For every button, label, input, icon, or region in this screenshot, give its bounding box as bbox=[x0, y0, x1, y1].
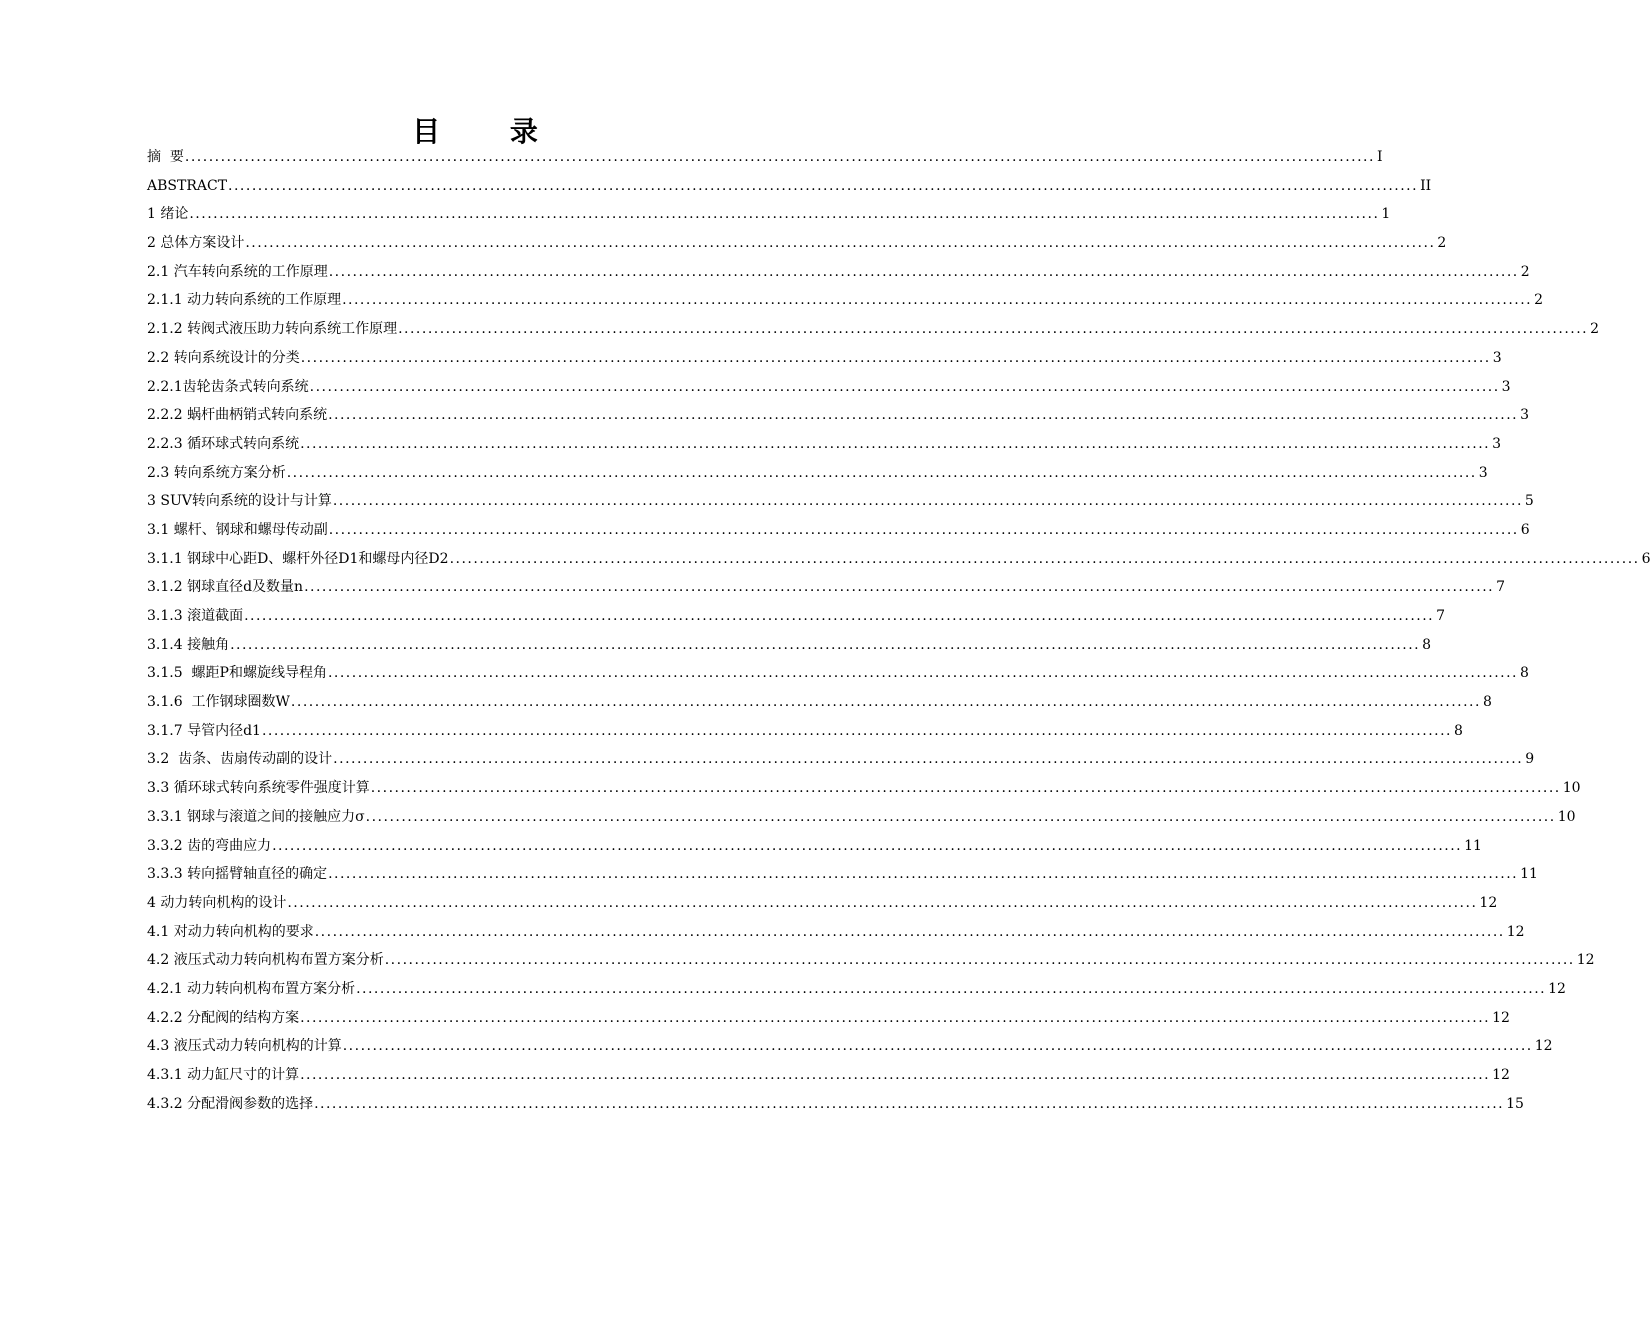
toc-entry[interactable] bbox=[147, 946, 1595, 975]
toc-entry[interactable] bbox=[147, 459, 1488, 488]
toc-entry-text: 3.2 齿条、齿扇传动副的设计 bbox=[147, 751, 333, 768]
toc-page-number: 15 bbox=[1506, 1095, 1524, 1112]
toc-page-number: 2 bbox=[1520, 263, 1530, 280]
toc-page-number: 12 bbox=[1534, 1038, 1553, 1055]
toc-page-number: 12 bbox=[1479, 894, 1498, 911]
toc-dot-leader: ........................................................................................................................................................................................................ bbox=[287, 894, 1478, 911]
toc-dot-leader: ........................................................................................................................................................................................................ bbox=[272, 837, 1463, 854]
toc-entry-text: 3 SUV转向系统的设计与计算 bbox=[147, 493, 332, 510]
toc-dot-leader: ........................................................................................................................................................................................................ bbox=[189, 206, 1380, 223]
toc-entry[interactable] bbox=[147, 860, 1538, 889]
toc-dot-leader: ........................................................................................................................................................................................................ bbox=[449, 550, 1640, 567]
toc-dot-leader: ........................................................................................................................................................................................................ bbox=[261, 722, 1452, 739]
toc-entry-text: 3.1.2 钢球直径d及数量n bbox=[147, 579, 304, 596]
table-of-contents bbox=[147, 143, 1651, 1118]
toc-page-number: 3 bbox=[1492, 435, 1502, 452]
toc-page-number: 1 bbox=[1381, 206, 1391, 223]
toc-dot-leader: ........................................................................................................................................................................................................ bbox=[244, 608, 1435, 624]
toc-entry-text: 2 总体方案设计 bbox=[147, 235, 245, 252]
toc-dot-leader: ........................................................................................................................................................................................................ bbox=[314, 1095, 1505, 1112]
toc-page-number: 3 bbox=[1520, 407, 1530, 424]
toc-dot-leader: ........................................................................................................................................................................................................ bbox=[245, 235, 1436, 252]
toc-page-number: 5 bbox=[1524, 493, 1534, 510]
toc-entry-text: 4.2 液压式动力转向机构布置方案分析 bbox=[147, 952, 384, 969]
toc-entry[interactable] bbox=[147, 659, 1529, 688]
toc-entry-text: 3.1 螺杆、钢球和螺母传动副 bbox=[147, 521, 328, 538]
toc-page-number: 3 bbox=[1492, 349, 1502, 366]
toc-page-number: 2 bbox=[1590, 321, 1600, 338]
toc-dot-leader: ........................................................................................................................................................................................................ bbox=[356, 980, 1547, 997]
toc-entry-text: 3.1.4 接触角 bbox=[147, 636, 230, 653]
toc-entry[interactable] bbox=[147, 373, 1511, 402]
toc-entry-text: 3.1.5 螺距P和螺旋线导程角 bbox=[147, 665, 327, 682]
toc-entry[interactable] bbox=[147, 717, 1463, 746]
toc-entry-text: 3.3.1 钢球与滚道之间的接触应力σ bbox=[147, 808, 365, 825]
toc-dot-leader: ........................................................................................................................................................................................................ bbox=[230, 636, 1421, 653]
toc-page-number: 8 bbox=[1422, 636, 1432, 653]
toc-page-number: 12 bbox=[1506, 923, 1525, 940]
toc-dot-leader: ........................................................................................................................................................................................................ bbox=[328, 866, 1519, 883]
toc-entry[interactable] bbox=[147, 143, 1383, 172]
toc-page-number: 10 bbox=[1562, 780, 1581, 797]
toc-entry[interactable] bbox=[147, 401, 1530, 430]
toc-page-number: 12 bbox=[1548, 980, 1566, 997]
toc-dot-leader: ........................................................................................................................................................................................................ bbox=[327, 665, 1518, 682]
toc-entry-text: 4.3.2 分配滑阀参数的选择 bbox=[147, 1095, 314, 1112]
toc-dot-leader: ........................................................................................................................................................................................................ bbox=[342, 1038, 1533, 1055]
toc-entry-text: 4.3.1 动力缸尺寸的计算 bbox=[147, 1067, 300, 1083]
page-title: 目 录 bbox=[412, 115, 568, 148]
toc-entry[interactable] bbox=[147, 200, 1391, 229]
toc-page-number: 9 bbox=[1525, 751, 1535, 768]
toc-entry[interactable] bbox=[147, 1090, 1524, 1119]
toc-entry[interactable] bbox=[147, 516, 1530, 545]
toc-page-number: 11 bbox=[1520, 866, 1538, 883]
toc-dot-leader: ........................................................................................................................................................................................................ bbox=[328, 521, 1519, 538]
toc-entry-text: 3.1.6 工作钢球圈数W bbox=[147, 694, 290, 711]
toc-page-number: 12 bbox=[1576, 952, 1595, 969]
toc-page-number: 8 bbox=[1454, 722, 1463, 739]
toc-entry-text: 2.1.1 动力转向系统的工作原理 bbox=[147, 292, 342, 309]
toc-entry-text: 2.2.2 蜗杆曲柄销式转向系统 bbox=[147, 407, 328, 424]
toc-entry[interactable] bbox=[147, 1061, 1510, 1090]
toc-dot-leader: ........................................................................................................................................................................................................ bbox=[398, 321, 1589, 338]
toc-entry-text: 2.1 汽车转向系统的工作原理 bbox=[147, 263, 328, 280]
toc-entry[interactable] bbox=[147, 975, 1566, 1004]
toc-dot-leader: ........................................................................................................................................................................................................ bbox=[309, 378, 1500, 395]
toc-dot-leader: ........................................................................................................................................................................................................ bbox=[304, 579, 1495, 596]
toc-entry[interactable] bbox=[147, 918, 1525, 947]
toc-page-number: 10 bbox=[1557, 808, 1576, 825]
toc-page-number: II bbox=[1420, 177, 1432, 194]
toc-entry-text: 1 绪论 bbox=[147, 206, 189, 223]
toc-entry[interactable] bbox=[147, 774, 1581, 803]
toc-page-number: 6 bbox=[1641, 550, 1651, 567]
toc-entry-text: ABSTRACT bbox=[147, 177, 228, 194]
toc-page-number: 6 bbox=[1520, 521, 1530, 538]
toc-entry[interactable] bbox=[147, 315, 1600, 344]
toc-dot-leader: ........................................................................................................................................................................................................ bbox=[370, 780, 1561, 797]
toc-dot-leader: ........................................................................................................................................................................................................ bbox=[328, 407, 1519, 424]
toc-entry[interactable] bbox=[147, 258, 1530, 287]
toc-entry[interactable] bbox=[147, 286, 1544, 315]
toc-entry[interactable] bbox=[147, 573, 1506, 602]
toc-dot-leader: ........................................................................................................................................................................................................ bbox=[300, 435, 1491, 452]
toc-dot-leader: ........................................................................................................................................................................................................ bbox=[300, 349, 1491, 366]
toc-entry[interactable] bbox=[147, 803, 1576, 832]
toc-entry-text: 摘 要 bbox=[147, 149, 184, 165]
toc-entry-text: 2.3 转向系统方案分析 bbox=[147, 464, 286, 481]
toc-dot-leader: ........................................................................................................................................................................................................ bbox=[300, 1067, 1491, 1083]
toc-page-number: 7 bbox=[1436, 608, 1446, 624]
toc-page-number: 2 bbox=[1534, 292, 1544, 309]
toc-page-number: 12 bbox=[1492, 1009, 1510, 1026]
toc-entry-text: 3.1.3 滚道截面 bbox=[147, 608, 244, 624]
toc-page-number: I bbox=[1376, 149, 1383, 165]
toc-page-number: 2 bbox=[1437, 235, 1447, 252]
toc-dot-leader: ........................................................................................................................................................................................................ bbox=[332, 493, 1523, 510]
toc-entry[interactable] bbox=[147, 344, 1502, 373]
toc-dot-leader: ........................................................................................................................................................................................................ bbox=[184, 149, 1375, 165]
toc-page-number: 8 bbox=[1520, 665, 1529, 682]
toc-page-number: 7 bbox=[1496, 579, 1506, 596]
toc-dot-leader: ........................................................................................................................................................................................................ bbox=[384, 952, 1575, 969]
toc-page-number: 3 bbox=[1478, 464, 1488, 481]
toc-entry[interactable] bbox=[147, 430, 1502, 459]
toc-entry-text: 4.2.2 分配阀的结构方案 bbox=[147, 1009, 300, 1026]
toc-dot-leader: ........................................................................................................................................................................................................ bbox=[300, 1009, 1491, 1026]
toc-dot-leader: ........................................................................................................................................................................................................ bbox=[228, 177, 1419, 194]
toc-entry[interactable] bbox=[147, 545, 1651, 574]
toc-entry[interactable] bbox=[147, 889, 1498, 918]
toc-entry[interactable] bbox=[147, 832, 1482, 861]
toc-entry-text: 2.2.3 循环球式转向系统 bbox=[147, 435, 300, 452]
toc-entry[interactable] bbox=[147, 229, 1447, 258]
toc-entry-text: 4.3 液压式动力转向机构的计算 bbox=[147, 1038, 342, 1055]
toc-entry[interactable] bbox=[147, 602, 1446, 631]
toc-entry-text: 2.2 转向系统设计的分类 bbox=[147, 349, 300, 366]
toc-entry-text: 2.2.1齿轮齿条式转向系统 bbox=[147, 378, 309, 395]
toc-entry-text: 4.2.1 动力转向机构布置方案分析 bbox=[147, 980, 356, 997]
toc-entry[interactable] bbox=[147, 1032, 1553, 1061]
toc-dot-leader: ........................................................................................................................................................................................................ bbox=[286, 464, 1477, 481]
toc-dot-leader: ........................................................................................................................................................................................................ bbox=[342, 292, 1533, 309]
toc-entry[interactable] bbox=[147, 745, 1535, 774]
toc-dot-leader: ........................................................................................................................................................................................................ bbox=[290, 694, 1481, 711]
toc-entry-text: 3.1.7 导管内径d1 bbox=[147, 722, 261, 739]
toc-page-number: 12 bbox=[1492, 1067, 1510, 1083]
toc-entry[interactable] bbox=[147, 172, 1432, 201]
toc-entry-text: 4 动力转向机构的设计 bbox=[147, 894, 287, 911]
toc-dot-leader: ........................................................................................................................................................................................................ bbox=[328, 263, 1519, 280]
toc-dot-leader: ........................................................................................................................................................................................................ bbox=[365, 808, 1556, 825]
toc-page-number: 8 bbox=[1482, 694, 1492, 711]
toc-entry[interactable] bbox=[147, 688, 1492, 717]
toc-entry-text: 3.3 循环球式转向系统零件强度计算 bbox=[147, 780, 370, 797]
toc-entry-text: 2.1.2 转阀式液压助力转向系统工作原理 bbox=[147, 321, 398, 338]
toc-entry-text: 3.1.1 钢球中心距D、螺杆外径D1和螺母内径D2 bbox=[147, 550, 449, 567]
toc-entry-text: 3.3.3 转向摇臂轴直径的确定 bbox=[147, 866, 328, 883]
toc-page-number: 11 bbox=[1464, 837, 1482, 854]
toc-entry-text: 4.1 对动力转向机构的要求 bbox=[147, 923, 314, 940]
toc-entry[interactable] bbox=[147, 487, 1534, 516]
toc-entry[interactable] bbox=[147, 631, 1432, 660]
toc-dot-leader: ........................................................................................................................................................................................................ bbox=[333, 751, 1524, 768]
toc-entry[interactable] bbox=[147, 1004, 1510, 1033]
toc-entry-text: 3.3.2 齿的弯曲应力 bbox=[147, 837, 272, 854]
toc-dot-leader: ........................................................................................................................................................................................................ bbox=[314, 923, 1505, 940]
toc-page-number: 3 bbox=[1501, 378, 1511, 395]
